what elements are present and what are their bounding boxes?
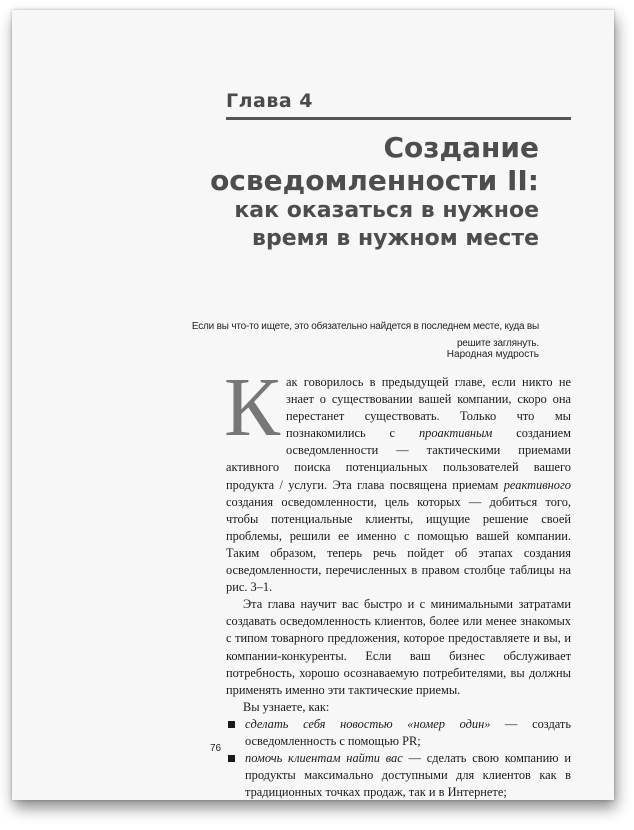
chapter-label: Глава 4 (226, 90, 314, 112)
book-page (12, 10, 614, 800)
list-item-emphasis: помочь клиентам найти вас (245, 751, 403, 766)
bullet-square-icon (228, 755, 235, 762)
paragraph-1-part-b: созданием осведомленности — тактическими приемами активного поиска потенциальных пользователей вашего продукта / услуги. Эта глава посвящена приемам (226, 426, 571, 492)
chapter-title-line-4: время в нужном месте (252, 226, 539, 251)
epigraph-attribution: Народная мудрость (446, 349, 539, 360)
paragraph-1-emphasis-2: реактивного (503, 477, 571, 492)
paragraph-2: Эта глава научит вас быстро и с минимальными затратами создавать осведомленность клиентов, более или менее знакомых с типом товарного предложения, которое предоставляете и вы, и компании-конкуренты. Если ваш бизнес обслуживает потребность, хорошо осознаваемую потребителями, вы должны применять именно эти тактические приемы. (226, 597, 571, 697)
page-number: 76 (210, 743, 222, 754)
list-item-text: — сделать свою компанию и продукты максимально доступными для клиентов как в традиционных точках продаж, так и в Интернете; (245, 751, 571, 800)
paragraph-1-part-a: ак говорилось в предыдущей главе, если никто не знает о существовании вашей компании, скоро она перестанет существовать. Только что мы познакомились с (286, 375, 571, 441)
body-text (224, 361, 571, 801)
paragraph-1 (224, 361, 571, 596)
chapter-title (179, 131, 539, 253)
chapter-title-line-3: как оказаться в нужное (234, 198, 539, 223)
bullet-square-icon (228, 721, 235, 728)
list-item (226, 716, 571, 750)
paragraph-1-emphasis-1: проактивным (418, 426, 493, 441)
epigraph-text: Если вы что-то ищете, это обязательно найдется в последнем месте, куда вы решите заглянуть. (191, 321, 539, 349)
list-item-text: — создать осведомленность с помощью PR; (245, 716, 571, 748)
paragraph-1-part-c: создания осведомленности, цель которых — добиться того, чтобы потенциальные клиенты, ищущие решение своей проблемы, решили ее именно с помощью вашей компании. Таким образом, теперь речь пойдет об этапах создания осведомленности, перечисленных в правом столбце таблицы на рис. 3–1. (226, 494, 571, 595)
drop-cap: К (224, 361, 281, 454)
list-item-emphasis: сделать себя новостью «номер один» (245, 716, 491, 731)
chapter-rule (226, 117, 571, 120)
list-item (226, 750, 571, 801)
chapter-title-line-2: осведомленности II: (210, 164, 539, 197)
chapter-title-line-1: Создание (383, 131, 539, 164)
paragraph-3: Вы узнаете, как: (243, 699, 330, 714)
bullet-list (226, 716, 571, 801)
